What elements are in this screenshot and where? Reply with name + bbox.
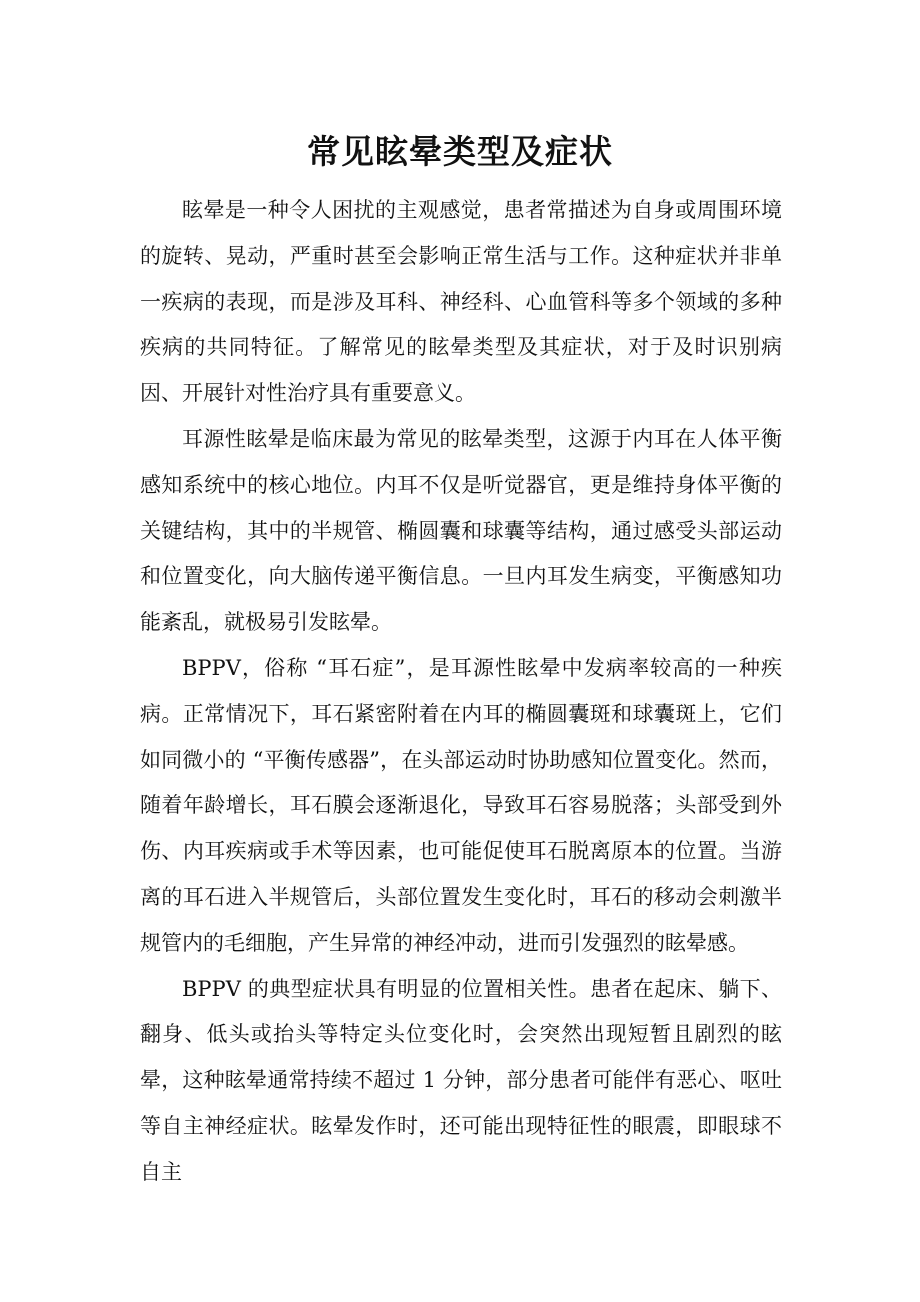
paragraph-bppv-symptoms: BPPV 的典型症状具有明显的位置相关性。患者在起床、躺下、翻身、低头或抬头等特定头位变化时，会突然出现短暂且剧烈的眩晕，这种眩晕通常持续不超过 1 分钟，部分患者可能伴有恶心、呕吐等自主神经症状。眩晕发作时，还可能出现特征性的眼震，即眼球不自主	[140, 976, 782, 1184]
document-body	[140, 188, 782, 1196]
paragraph-otogenic-vertigo: 耳源性眩晕是临床最为常见的眩晕类型，这源于内耳在人体平衡感知系统中的核心地位。内耳不仅是听觉器官，更是维持身体平衡的关键结构，其中的半规管、椭圆囊和球囊等结构，通过感受头部运动和位置变化，向大脑传递平衡信息。一旦内耳发生病变，平衡感知功能紊乱，就极易引发眩晕。	[140, 426, 782, 635]
paragraph-intro: 眩晕是一种令人困扰的主观感觉，患者常描述为自身或周围环境的旋转、晃动，严重时甚至会影响正常生活与工作。这种症状并非单一疾病的表现，而是涉及耳科、神经科、心血管科等多个领域的多种疾病的共同特征。了解常见的眩晕类型及其症状，对于及时识别病因、开展针对性治疗具有重要意义。	[140, 198, 782, 406]
paragraph-bppv-cause: BPPV，俗称 “耳石症”，是耳源性眩晕中发病率较高的一种疾病。正常情况下，耳石紧密附着在内耳的椭圆囊斑和球囊斑上，它们如同微小的 “平衡传感器”，在头部运动时协助感知位置变化。然而，随着年龄增长，耳石膜会逐渐退化，导致耳石容易脱落；头部受到外伤、内耳疾病或手术等因素，也可能促使耳石脱离原本的位置。当游离的耳石进入半规管后，头部位置发生变化时，耳石的移动会刺激半规管内的毛细胞，产生异常的神经冲动，进而引发强烈的眩晕感。	[140, 655, 782, 955]
page-title: 常见眩晕类型及症状	[307, 132, 613, 171]
